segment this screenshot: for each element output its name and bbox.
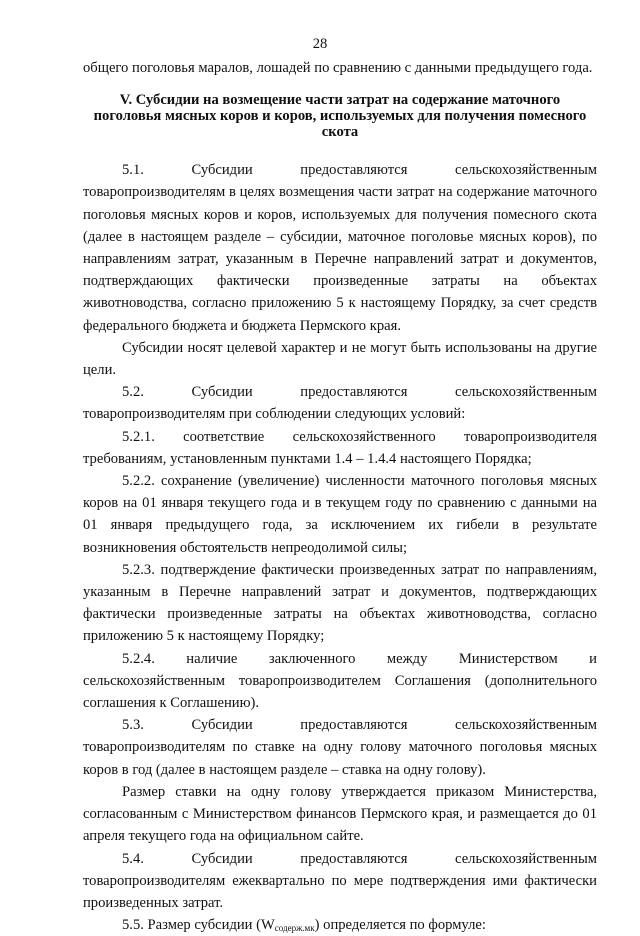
- paragraph-5-2-3: 5.2.3. подтверждение фактически произведенных затрат по направлениям, указанным в Перечне направлений затрат и документов, подтверждающих фактически произведенные затраты на объектах животноводства, согласно приложению 5 к настоящему Порядку;: [83, 561, 597, 645]
- page-number: 28: [312, 36, 328, 52]
- paragraph-rate: Размер ставки на одну голову утверждается приказом Министерства, согласованным с Министерством финансов Пермского края, и размещается до 01 апреля текущего года на официальном сайте.: [83, 783, 597, 845]
- paragraph-5-3: 5.3. Субсидии предоставляются сельскохозяйственным товаропроизводителям по ставке на одну голову маточного поголовья мясных коров в год (далее в настоящем разделе – ставка на одну голову).: [83, 717, 597, 778]
- paragraph-5-1: 5.1. Субсидии предоставляются сельскохозяйственным товаропроизводителям в целях возмещения части затрат на содержание маточного поголовья мясных коров и коров, используемых для получения помесного скота (далее в настоящем разделе – субсидии, маточное поголовье мясных коров), по направлениям затрат, указанным в Перечне направлений затрат и документов, подтверждающих фактически произведенные затраты на объектах животноводства, согласно приложению 5 к настоящему Порядку, за счет средств федерального бюджета и бюджета Пермского края.: [83, 162, 597, 334]
- subscript-label: содерж.мк: [274, 923, 315, 934]
- paragraph-5-2-4: 5.2.4. наличие заключенного между Министерством и сельскохозяйственным товаропроизводителем Соглашения (дополнительного соглашения к Соглашению).: [83, 650, 597, 712]
- section-heading: V. Субсидии на возмещение части затрат на содержание маточного поголовья мясных коров и коров, используемых для получения помесного скота: [93, 92, 587, 141]
- paragraph-5-4: 5.4. Субсидии предоставляются сельскохозяйственным товаропроизводителям ежеквартально по мере подтверждения ими фактически произведенных затрат.: [83, 850, 597, 911]
- paragraph-5-5: [83, 914, 597, 936]
- paragraph-5-2-2: 5.2.2. сохранение (увеличение) численности маточного поголовья мясных коров на 01 января текущего года и в текущем году по сравнению с данными на 01 января предыдущего года, за исключением их гибели в результате возникновения обстоятельств непреодолимой силы;: [83, 473, 597, 556]
- paragraph-5-5-text-end: ) определяется по формуле:: [314, 917, 486, 934]
- paragraph-purpose: Субсидии носят целевой характер и не могут быть использованы на другие цели.: [83, 339, 597, 379]
- document-body: [83, 57, 597, 936]
- paragraph-5-2-1: 5.2.1. соответствие сельскохозяйственного товаропроизводителя требованиям, установленным пунктами 1.4 – 1.4.4 настоящего Порядка;: [83, 428, 597, 467]
- paragraph-5-2: 5.2. Субсидии предоставляются сельскохозяйственным товаропроизводителям при соблюдении следующих условий:: [83, 384, 597, 423]
- paragraph-5-5-text: 5.5. Размер субсидии (W: [122, 917, 275, 934]
- paragraph-continuation: общего поголовья маралов, лошадей по сравнению с данными предыдущего года.: [83, 60, 593, 76]
